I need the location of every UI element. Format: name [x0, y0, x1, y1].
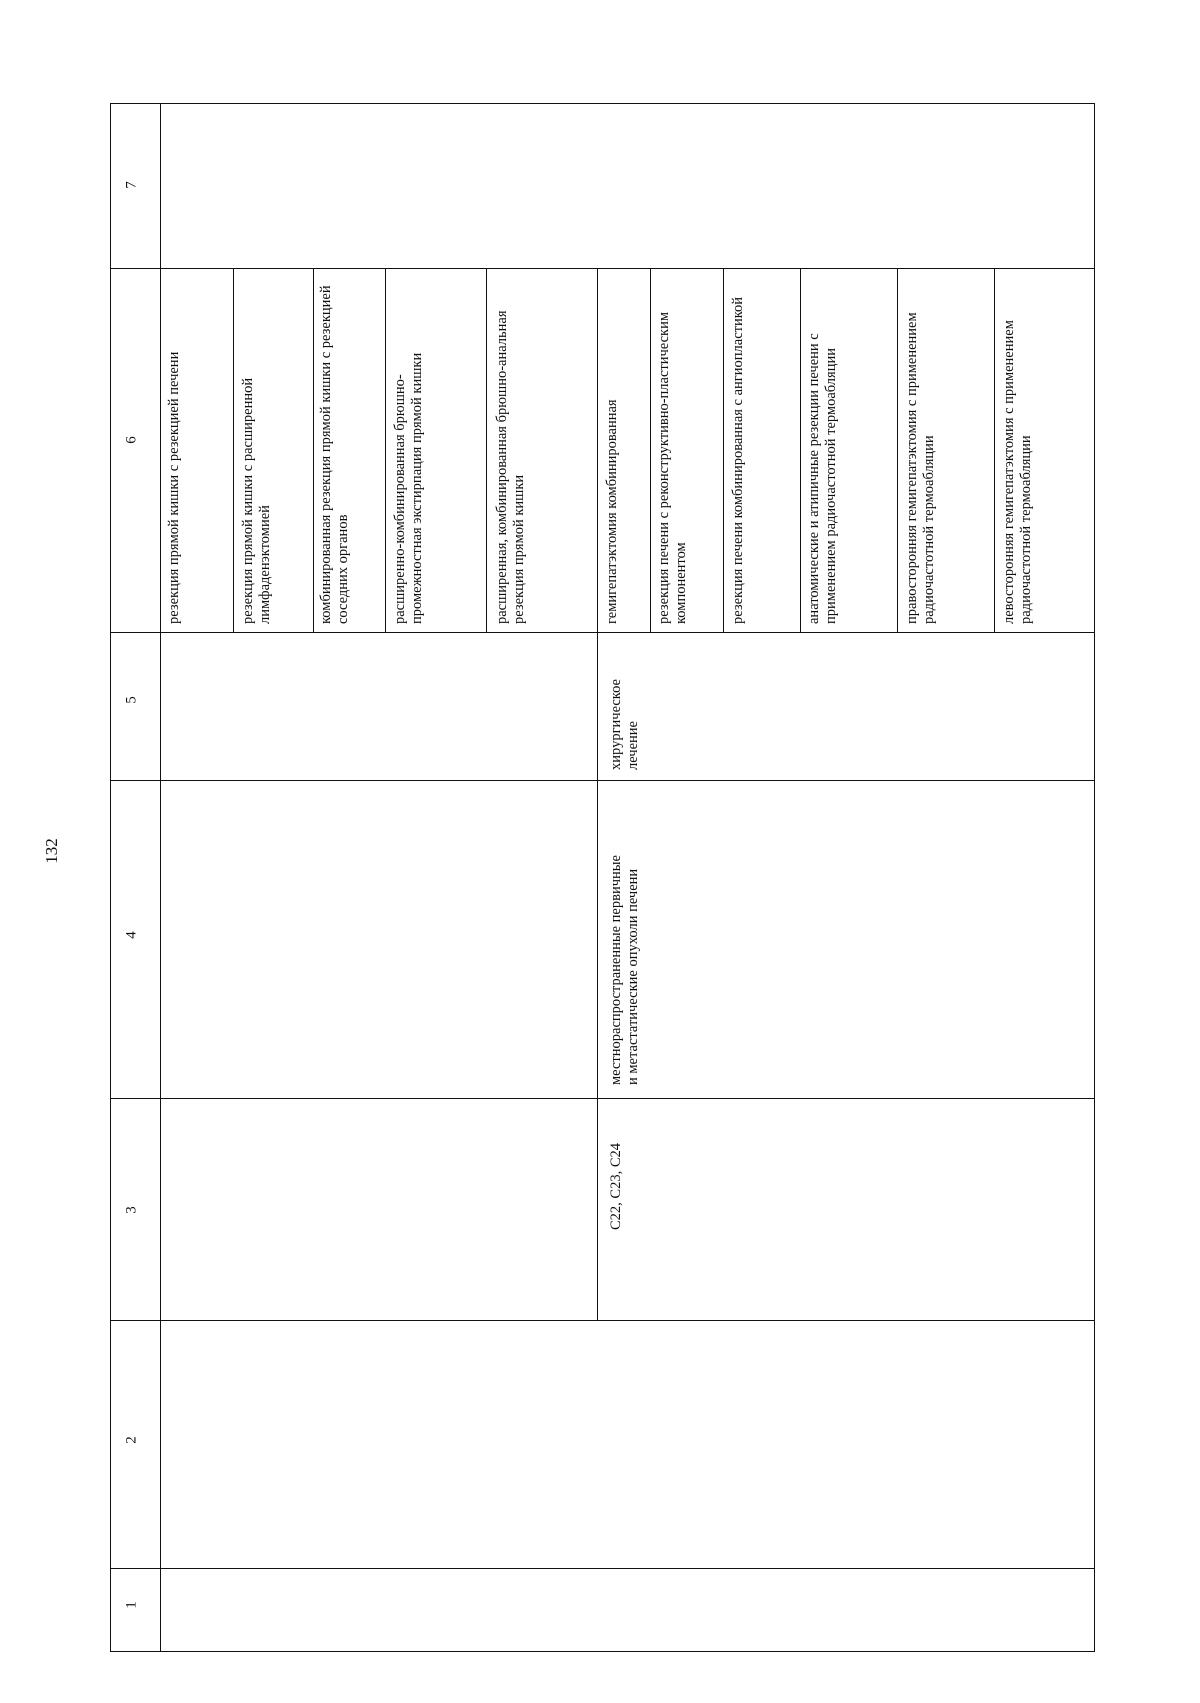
- table-border-bottom: [110, 1651, 1095, 1652]
- method-sep: [723, 268, 724, 632]
- method-cell: резекция прямой кишки с расширенной лимфаденэктомией: [240, 377, 273, 624]
- method-sep: [385, 268, 386, 632]
- column-header-7: 7: [123, 181, 140, 189]
- diagnosis-cell: местнораспространенные первичные и метастатические опухоли печени: [608, 855, 641, 1085]
- col-sep-5-4: [110, 780, 1095, 781]
- col-sep-2-1: [110, 1568, 1095, 1569]
- column-header-6: 6: [123, 436, 140, 444]
- method-sep: [800, 268, 801, 632]
- treatment-type-cell: хирургическое лечение: [608, 679, 641, 770]
- method-sep: [650, 268, 651, 632]
- method-cell: анатомические и атипичные резекции печени с применением радиочастотной термоабляции: [806, 333, 839, 624]
- method-cell: резекция печени комбинированная с ангиопластикой: [730, 296, 746, 624]
- column-header-2: 2: [123, 1436, 140, 1444]
- method-cell: гемигепатэктомия комбинированная: [604, 399, 620, 624]
- header-divider: [160, 103, 161, 1651]
- col-sep-3-2: [110, 1320, 1095, 1321]
- column-header-1: 1: [123, 1601, 140, 1609]
- table-border-right: [1094, 103, 1095, 1651]
- table-border-left: [110, 103, 111, 1651]
- method-cell: комбинированная резекция прямой кишки с резекцией соседних органов: [318, 285, 351, 624]
- method-sep: [897, 268, 898, 632]
- method-cell: расширенная, комбинированная брюшно-анальная резекция прямой кишки: [494, 310, 527, 624]
- column-header-3: 3: [123, 1206, 140, 1214]
- method-cell: резекция печени с реконструктивно-пластическим компонентом: [656, 311, 689, 624]
- method-cell: расширенно-комбинированная брюшно-промежностная экстирпация прямой кишки: [392, 352, 425, 624]
- col-sep-7-6: [110, 268, 1095, 269]
- table-border-top: [110, 103, 1095, 104]
- column-header-5: 5: [123, 696, 140, 704]
- method-cell: резекция прямой кишки с резекцией печени: [166, 351, 182, 624]
- page-number: 132: [42, 838, 61, 864]
- method-sep: [233, 268, 234, 632]
- method-sep: [313, 268, 314, 632]
- col-sep-4-3: [110, 1098, 1095, 1099]
- method-sep: [486, 268, 487, 632]
- method-sep: [994, 268, 995, 632]
- col-sep-6-5: [110, 632, 1095, 633]
- method-cell: правосторонняя гемигепатэктомия с применением радиочастотной термоабляции: [904, 312, 937, 624]
- diagnosis-code-cell: C22, C23, C24: [608, 1142, 624, 1230]
- row-group-separator: [597, 268, 598, 1320]
- method-cell: левосторонняя гемигепатэктомия с применением радиочастотной термоабляции: [1001, 320, 1034, 624]
- column-header-4: 4: [123, 931, 140, 939]
